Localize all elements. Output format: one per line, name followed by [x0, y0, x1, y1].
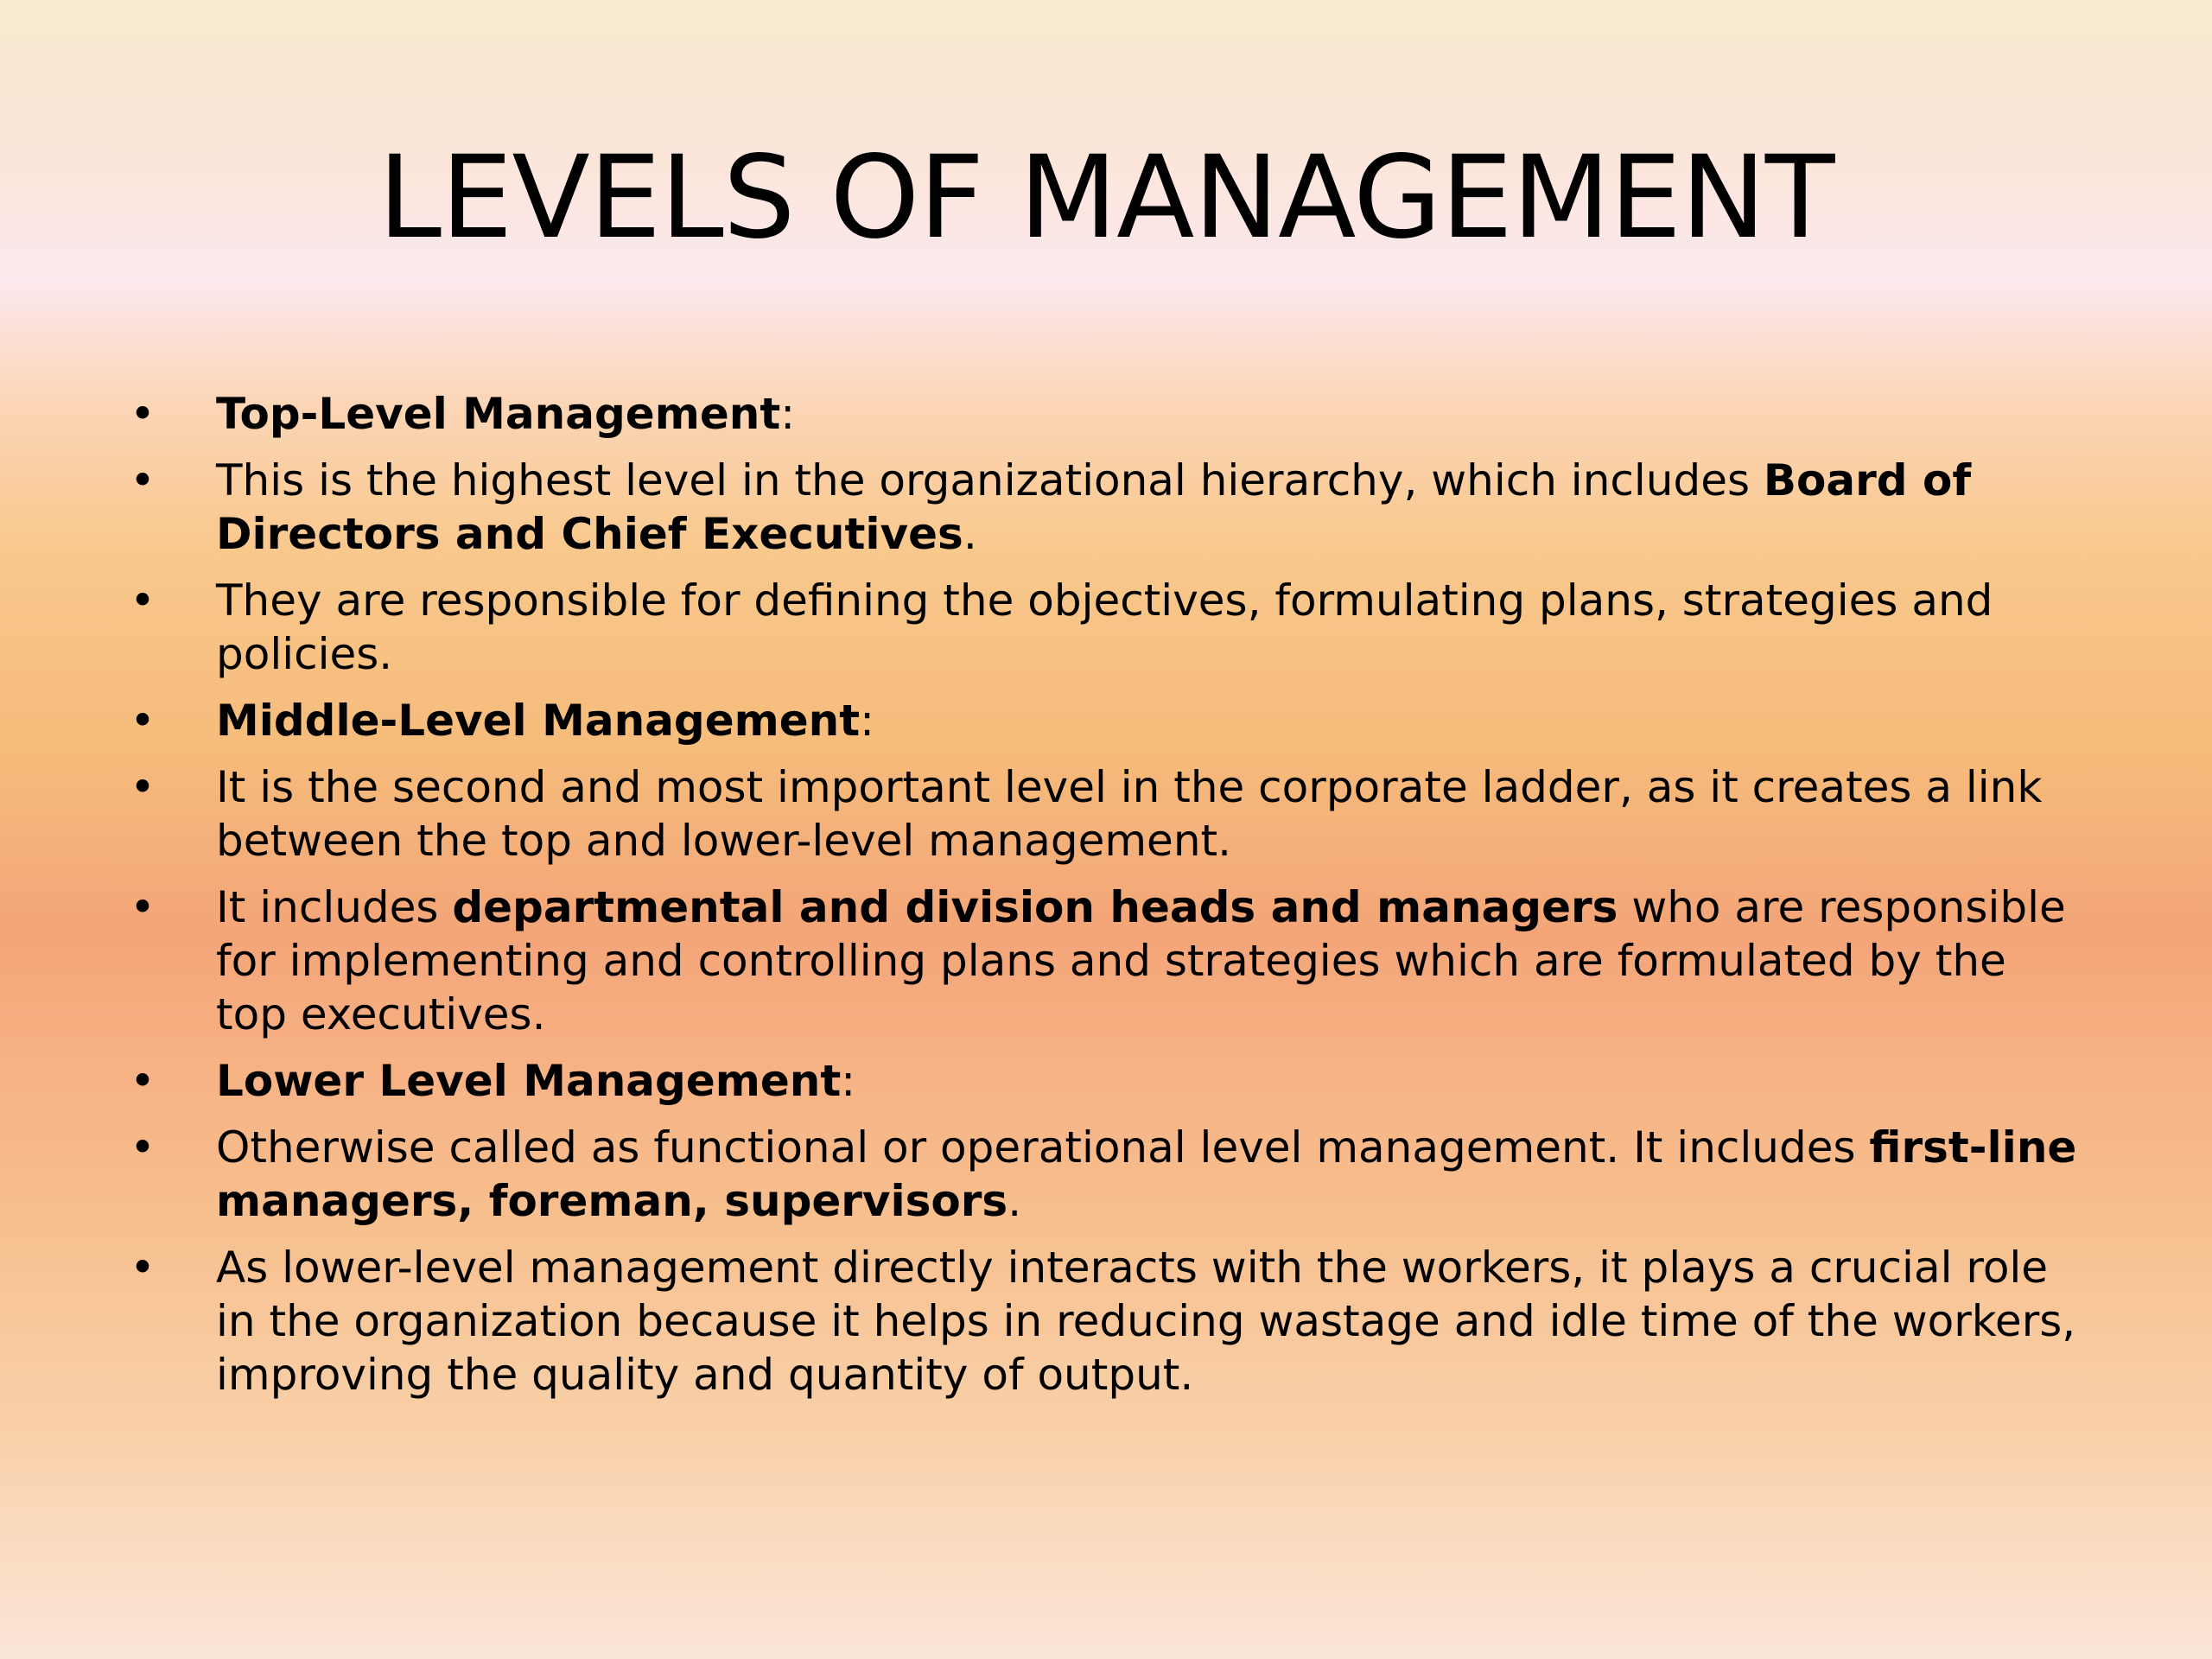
bullet-text: : — [841, 1056, 856, 1106]
bullet-icon: • — [130, 1056, 156, 1106]
bullet-text-after: . — [963, 509, 977, 559]
bullet-text: It is the second and most important level in the corporate ladder, as it creates a link between the top and lower-level management. — [216, 762, 2043, 866]
bullet-text: They are responsible for defining the objectives, formulating plans, strategies and policies. — [216, 575, 1993, 679]
bullet-text-after: who are responsible for implementing and controlling plans and strategies which are formulated by the top executives. — [216, 882, 2066, 1039]
bullet-list — [130, 387, 2082, 1414]
bullet-icon: • — [130, 1122, 156, 1173]
bullet-item — [130, 574, 2082, 681]
bullet-item — [130, 387, 2082, 441]
bullet-text: It includes — [216, 882, 453, 932]
bullet-bold-text: departmental and division heads and managers — [452, 882, 1618, 932]
heading-top-level: Top-Level Management — [216, 389, 781, 439]
bullet-item — [130, 880, 2082, 1041]
bullet-item — [130, 454, 2082, 561]
bullet-text-after: . — [1007, 1176, 1022, 1226]
heading-lower-level: Lower Level Management — [216, 1056, 842, 1106]
bullet-text: This is the highest level in the organizational hierarchy, which includes — [216, 455, 1764, 505]
bullet-item — [130, 1121, 2082, 1228]
bullet-icon: • — [130, 1243, 156, 1293]
bullet-icon: • — [130, 389, 156, 439]
bullet-bold-text: first-line managers, foreman, supervisors — [216, 1122, 2077, 1226]
bullet-icon: • — [130, 762, 156, 812]
bullet-item — [130, 1054, 2082, 1108]
bullet-icon: • — [130, 455, 156, 505]
bullet-item — [130, 760, 2082, 868]
bullet-text: Otherwise called as functional or operational level management. It includes — [216, 1122, 1870, 1173]
bullet-item — [130, 1241, 2082, 1402]
bullet-icon: • — [130, 696, 156, 746]
bullet-item — [130, 694, 2082, 747]
bullet-text: As lower-level management directly interacts with the workers, it plays a crucial role in the organization because it helps in reducing wastage and idle time of the workers, improving the quality and quantity of output. — [216, 1243, 2076, 1400]
bullet-icon: • — [130, 882, 156, 932]
bullet-text: : — [780, 389, 796, 439]
bullet-icon: • — [130, 575, 156, 626]
slide-title: LEVELS OF MANAGEMENT — [378, 131, 1834, 264]
heading-middle-level: Middle-Level Management — [216, 696, 861, 746]
bullet-bold-text: Board of Directors and Chief Executives — [216, 455, 1972, 559]
bullet-text: : — [860, 696, 875, 746]
